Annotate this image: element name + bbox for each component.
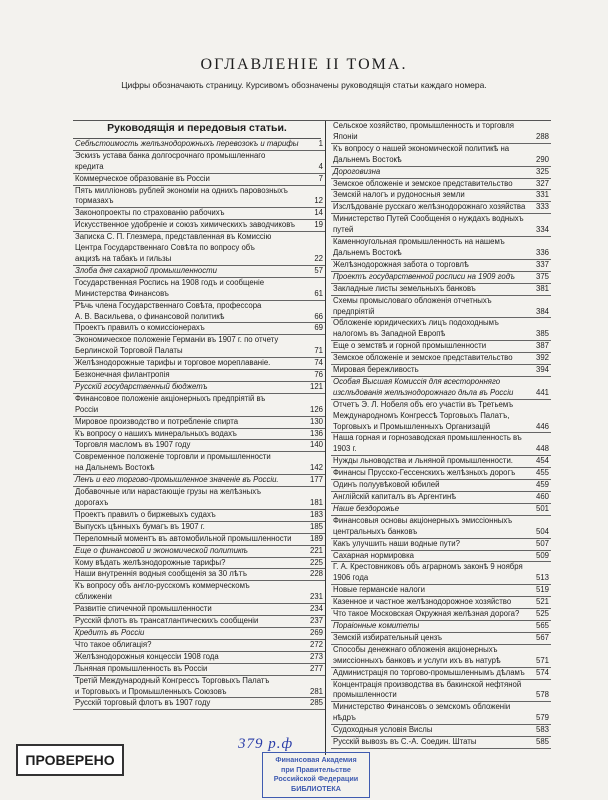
toc-entry-page: 384 [535,306,549,316]
toc-entry [73,604,325,616]
toc-entry-page: 285 [309,698,323,708]
toc-entry-title: Одинъ полуувѣковой юбилей [333,480,440,490]
toc-entry-page: 140 [309,440,323,450]
toc-entry [73,440,325,452]
toc-entry [73,278,325,301]
toc-entry-page: 459 [535,480,549,490]
toc-entry-page: 325 [535,166,549,176]
toc-entry [73,558,325,570]
toc-entry [331,516,551,539]
toc-entry-title: Къ вопросу объ англо-русскомъ коммерческомъ сближеніи [75,581,250,602]
toc-entry [73,452,325,475]
toc-entry-page: 513 [535,573,549,583]
toc-entry [73,301,325,324]
toc-entry [331,480,551,492]
right-entries [331,121,551,749]
toc-entry-page: 14 [314,208,323,218]
toc-entry-page: 183 [309,509,323,519]
toc-entry [73,220,325,232]
toc-entry-title: Еще о финансовой и экономической политикѣ [75,545,248,555]
toc-entry-title: Коммерческое образованіе въ Россіи [75,173,210,183]
toc-entry-page: 387 [535,341,549,351]
toc-entry-page: 185 [309,521,323,531]
toc-entry-page: 585 [535,737,549,747]
toc-entry-title: Что такое Московская Окружная желѣзная дорога? [333,609,520,619]
toc-entry-page: 142 [309,463,323,473]
toc-entry [73,139,325,151]
toc-entry [331,468,551,480]
toc-entry [331,353,551,365]
toc-entry [73,370,325,382]
toc-entry-page: 504 [535,526,549,536]
toc-entry-title: Проектъ государственной росписи на 1909 годъ [333,271,515,281]
toc-entry-page: 57 [314,265,323,275]
toc-entry-page: 69 [314,323,323,333]
toc-entry-title: Переломный моментъ въ автомобильной промышленности [75,533,292,543]
toc-entry-title: Мировое производство и потребленіе спирта [75,416,239,426]
toc-entry-title: Безконечная филантропія [75,370,170,380]
toc-entry-page: 392 [535,353,549,363]
toc-entry-title: Наше бездорожье [333,503,400,513]
toc-entry-title: Торговля масломъ въ 1907 году [75,440,191,450]
toc-entry-page: 74 [314,358,323,368]
toc-entry-title: Земскій налогъ и рудоносныя земли [333,190,465,200]
toc-entry-title: Финансы Прусско-Гессенскихъ желѣзныхъ дорогъ [333,468,516,478]
toc-entry-title: Злоба дня сахарной промышленности [75,265,217,275]
toc-entry-page: 181 [309,498,323,507]
toc-entry [73,429,325,441]
toc-entry-page: 12 [314,196,323,206]
toc-entry [73,510,325,522]
toc-entry-title: Наша горная и горнозаводская промышленность въ 1903 г. [333,433,522,454]
toc-entry-title: Казенное и частное желѣзнодорожное хозяйство [333,597,512,607]
toc-entry [73,640,325,652]
toc-entry [331,202,551,214]
toc-entry-page: 455 [535,468,549,478]
toc-entry-title: Нужды льноводства и льняной промышленности. [333,456,513,466]
toc-entry-page: 228 [309,569,323,579]
toc-entry-title: Пораіонные комитеты [333,620,420,630]
toc-entry-page: 126 [309,404,323,414]
left-entries [73,139,325,710]
toc-entry-title: Мировая бережливость [333,365,419,375]
toc-entry-title: Искусственное удобреніе и союзъ химическихъ заводчиковъ [75,220,296,230]
library-stamp [262,752,370,798]
toc-entry-page: 448 [535,444,549,454]
toc-entry [73,151,325,174]
toc-entry-page: 130 [309,416,323,426]
toc-entry-page: 394 [535,365,549,375]
toc-entry-page: 334 [535,225,549,235]
toc-entry [331,260,551,272]
toc-entry-title: Дороговизна [333,166,381,176]
toc-entry-title: Государственная Роспись на 1908 годъ и сообщеніе Министерства Финансовъ [75,277,265,298]
toc-entry [73,266,325,278]
toc-entry-title: Развитіе спичечной промышленности [75,604,212,614]
toc-entry-page: 385 [535,329,549,339]
contents-columns [73,120,551,755]
library-stamp-line: Российской Федерации [273,774,359,783]
toc-entry-title: Англійскій капиталъ въ Аргентинѣ [333,492,457,501]
handwritten-note: 379 р.ф [238,736,294,752]
toc-entry-title: Финансовое положеніе акціонерныхъ предпріятій въ Россіи [75,393,266,414]
toc-entry [73,232,325,266]
toc-entry-page: 441 [535,387,549,397]
toc-entry-title: Еще о земствѣ и горной промышленности [333,341,487,351]
toc-entry-title: Русскій государственный бюджетъ [75,381,208,391]
toc-entry-page: 375 [535,271,549,281]
toc-entry-title: Къ вопросу о нашей экономической политикѣ на Дальнемъ Востокѣ [333,143,510,164]
toc-entry [331,504,551,516]
toc-entry [73,652,325,664]
toc-entry-title: Проектъ правилъ о биржевыхъ судахъ [75,509,216,519]
toc-entry [331,190,551,202]
toc-entry [331,377,551,400]
toc-entry-page: 1 [318,138,323,148]
toc-entry-title: Эскизъ устава банка долгосрочнаго промышленнаго кредита [75,150,266,171]
toc-entry [331,702,551,725]
page-subtitle: Цифры обозначають страницу. Курсивомъ обозначены руководящія статьи каждаго номера. [121,80,487,90]
toc-entry-title: Выпускъ цѣнныхъ бумагъ въ 1907 г. [75,521,205,531]
toc-entry-page: 509 [535,550,549,560]
toc-entry-page: 501 [535,503,549,513]
toc-entry-title: Какъ улучшить наши водные пути? [333,538,460,548]
toc-entry-page: 578 [535,690,549,700]
toc-entry-title: Министерство Финансовъ о земскомъ обложеніи нѣдръ [333,702,511,723]
toc-entry-page: 234 [309,604,323,614]
toc-entry-page: 446 [535,421,549,431]
toc-entry-page: 327 [535,178,549,188]
toc-entry-page: 574 [535,667,549,677]
toc-entry-title: Земскій избирательный цензъ [333,632,443,642]
toc-entry [73,174,325,186]
toc-entry-title: Схемы промысловаго обложенія отчетныхъ предпріятій [333,295,492,316]
library-stamp-line: БИБЛИОТЕКА [291,783,341,793]
toc-entry-title: Закладные листы земельныхъ банковъ [333,283,476,293]
toc-entry-page: 336 [535,247,549,257]
toc-entry-page: 583 [535,725,549,735]
toc-entry-page: 272 [309,639,323,649]
toc-entry-page: 519 [535,585,549,595]
toc-entry-title: Рѣчь члена Государственнаго Совѣта, профессора А. В. Васильева, о финансовой политикѣ [75,300,262,321]
toc-entry [73,323,325,335]
toc-entry-title: Экономическое положеніе Германіи въ 1907 г. по отчету Берлинской Торговой Палаты [75,335,279,356]
toc-entry [331,167,551,179]
toc-entry-title: Концентрація производства въ бакинской нефтяной промышленности [333,679,522,700]
toc-entry [331,318,551,341]
toc-entry [331,737,551,749]
toc-entry-title: Министерство Путей Сообщенія о нуждахъ водныхъ путей [333,214,524,235]
toc-entry [73,664,325,676]
toc-entry-title: Сельское хозяйство, промышленность и торговля Японіи [333,121,515,141]
toc-entry-page: 189 [309,533,323,543]
toc-entry-title: Желѣзнодорожныя концессіи 1908 года [75,651,219,661]
toc-entry-title: Записка С. П. Глезмера, представленная въ Комиссію Центра Государственнаго Совѣта по вопросу объ акцизѣ на табакъ и гильзы [75,232,272,263]
toc-entry-page: 525 [535,609,549,619]
toc-entry-page: 61 [314,288,323,298]
toc-entry-title: Кому вѣдать желѣзнодорожные тарифы? [75,557,226,567]
library-stamp-line: при Правительстве [281,764,351,774]
toc-entry [73,569,325,581]
toc-entry-title: Добавочные или нарастающіе грузы на желѣзныхъ дорогахъ [75,487,261,507]
toc-entry [331,144,551,167]
toc-entry [73,698,325,710]
toc-entry [331,633,551,645]
section-heading: Руководящія и передовыя статьи. [73,121,321,139]
toc-entry [73,186,325,209]
toc-entry [73,394,325,417]
toc-entry-title: Проектъ правилъ о комиссіонерахъ [75,323,205,333]
toc-entry [331,585,551,597]
toc-entry-page: 337 [535,259,549,269]
toc-entry [331,645,551,668]
verified-stamp: ПРОВЕРЕНО [16,744,124,776]
toc-entry [331,668,551,680]
toc-entry [73,581,325,604]
toc-entry-page: 460 [535,492,549,501]
toc-entry-page: 225 [309,557,323,567]
toc-entry [73,522,325,534]
toc-entry-page: 454 [535,456,549,466]
toc-entry-page: 333 [535,202,549,212]
toc-entry [331,562,551,585]
toc-entry [73,676,325,699]
toc-entry-title: Законопроекты по страхованію рабочихъ [75,208,225,218]
toc-entry-title: Изслѣдованіе русскаго желѣзнодорожнаго хозяйства [333,202,526,212]
toc-entry-page: 331 [535,190,549,200]
toc-entry-page: 22 [314,253,323,263]
toc-entry-title: Новые германскіе налоги [333,585,425,595]
toc-entry-title: Современное положеніе торговли и промышленности на Дальнемъ Востокѣ [75,452,271,473]
toc-entry-title: Наши внутреннія водныя сообщенія за 30 лѣтъ [75,569,248,579]
toc-entry [331,597,551,609]
toc-entry [331,400,551,434]
toc-entry [331,621,551,633]
toc-entry [331,433,551,456]
toc-entry [73,335,325,358]
toc-entry-title: Финансовыя основы акціонерныхъ эмиссіонныхъ центральныхъ банковъ [333,515,513,536]
toc-entry-title: Обложеніе юридическихъ лицъ подоходнымъ налогомъ въ Западной Европѣ [333,318,499,339]
page-title: ОГЛАВЛЕНІЕ II ТОМА. [200,56,408,73]
toc-entry [331,725,551,737]
toc-entry-title: Земское обложеніе и земское представительство [333,178,513,188]
toc-entry-page: 521 [535,597,549,607]
toc-entry-title: Отчетъ Э. Л. Нобеля объ его участіи въ Третьемъ Международномъ Конгрессѣ Торговыхъ Палатъ, Торговыхъ и Промышленныхъ Организацій [333,399,514,431]
toc-entry [331,609,551,621]
toc-entry [331,365,551,377]
toc-entry-page: 281 [309,686,323,696]
toc-entry-title: Администрація по торгово-промышленнымъ дѣламъ [333,667,525,677]
toc-entry-page: 269 [309,627,323,637]
left-column [73,121,326,755]
toc-entry [331,284,551,296]
toc-entry [331,272,551,284]
toc-entry-title: Ленъ и его торгово-промышленное значеніе въ Россіи. [75,475,279,485]
toc-entry-title: Судоходныя условія Вислы [333,725,433,735]
toc-entry-title: Сахарная нормировка [333,550,414,560]
toc-entry [331,456,551,468]
toc-entry-title: Пять милліоновъ рублей экономіи на однихъ паровозныхъ тормазахъ [75,185,288,206]
toc-entry-page: 567 [535,632,549,642]
toc-entry [73,382,325,394]
toc-entry-page: 571 [535,655,549,665]
toc-entry-page: 507 [535,538,549,548]
toc-entry-title: Третій Международный Конгрессъ Торговыхъ Палатъ и Торговыхъ и Промышленныхъ Союзовъ [75,675,270,696]
toc-entry [331,296,551,319]
toc-entry [73,628,325,640]
toc-entry-page: 66 [314,311,323,321]
toc-entry-title: Льняная промышленность въ Россіи [75,663,208,673]
toc-entry-page: 19 [314,220,323,230]
toc-entry-title: Что такое облигація? [75,639,152,649]
toc-entry [331,551,551,563]
toc-entry-page: 177 [309,475,323,485]
toc-entry [73,358,325,370]
toc-entry-title: Особая Высшая Комиссія для всесторонняго изслѣдованія желѣзнодорожнаго дѣла въ Россіи [333,376,514,397]
toc-entry-page: 231 [309,592,323,602]
toc-entry [73,546,325,558]
toc-entry-page: 579 [535,713,549,723]
toc-entry [331,179,551,191]
toc-entry-page: 237 [309,616,323,626]
toc-entry-page: 288 [535,131,549,141]
toc-entry-title: Г. А. Крестовниковъ объ аграрномъ законѣ 9 ноября 1906 года [333,562,523,583]
toc-entry-page: 136 [309,428,323,438]
toc-entry-title: Русскій торговый флотъ въ 1907 году [75,698,211,708]
toc-entry-title: Русскій флотъ въ трансатлантическихъ сообщеніи [75,616,259,626]
toc-entry-title: Желѣзнодорожные тарифы и торговое мореплаваніе. [75,358,271,368]
toc-entry-page: 76 [314,370,323,380]
toc-entry [73,616,325,628]
toc-entry-page: 7 [318,173,323,183]
toc-entry [331,121,551,144]
toc-entry-title: Кредитъ въ Россіи [75,627,145,637]
toc-entry [73,487,325,510]
toc-entry-page: 121 [309,381,323,391]
toc-entry-page: 565 [535,620,549,630]
toc-entry-page: 277 [309,663,323,673]
toc-entry-page: 71 [314,346,323,356]
toc-entry-page: 381 [535,283,549,293]
toc-entry [73,534,325,546]
toc-entry [331,492,551,504]
toc-entry-page: 290 [535,154,549,164]
library-stamp-line: Финансовая Академия [275,755,357,764]
toc-entry [331,680,551,703]
toc-entry [331,237,551,260]
toc-entry [73,475,325,487]
toc-entry [331,539,551,551]
toc-entry [73,208,325,220]
toc-entry-title: Способы денежнаго обложенія акціонерныхъ эмиссіонныхъ банковъ и услуги ихъ въ натурѣ [333,644,501,665]
toc-entry-title: Каменноугольная промышленность на нашемъ Дальнемъ Востокѣ [333,237,505,257]
toc-entry-title: Къ вопросу о нашихъ минеральныхъ водахъ [75,428,237,438]
toc-entry-title: Русскій вывозъ въ С.-А. Соедин. Штаты [333,737,477,747]
toc-entry-title: Себѣстоимость желѣзнодорожныхъ перевозокъ и тарифы [75,138,299,148]
toc-entry [73,417,325,429]
toc-entry-title: Желѣзнодорожная забота о торговлѣ [333,259,469,269]
toc-entry-page: 4 [318,161,323,171]
toc-entry-page: 221 [309,545,323,555]
toc-entry [331,214,551,237]
right-column [331,121,551,755]
toc-entry-title: Земское обложеніе и земское представительство [333,353,513,363]
toc-entry [331,341,551,353]
toc-entry-page: 273 [309,651,323,661]
